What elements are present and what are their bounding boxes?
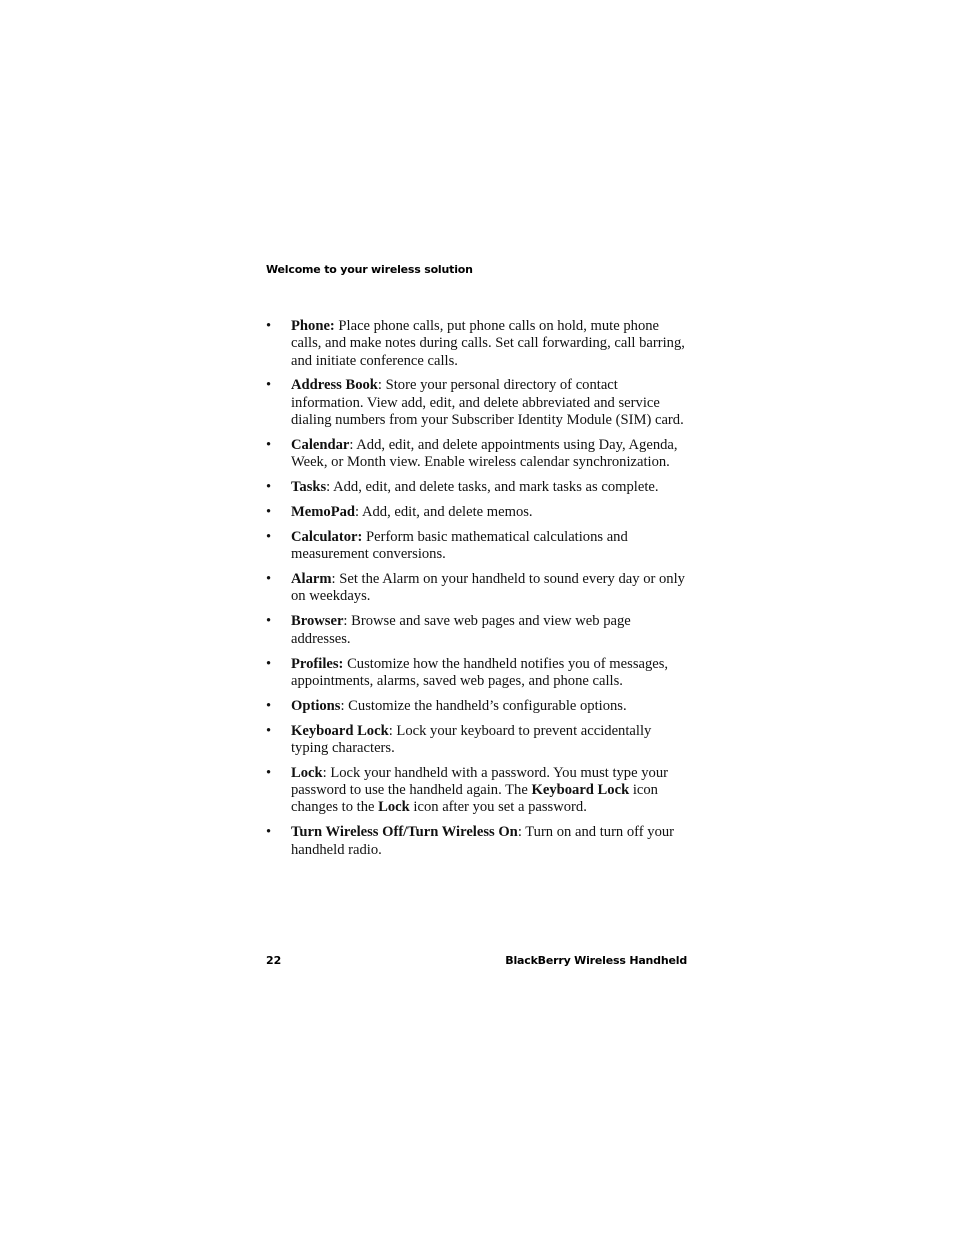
term-profiles: Profiles:: [291, 655, 344, 672]
description-memopad: : Add, edit, and delete memos.: [355, 504, 533, 521]
description-browser: : Browse and save web pages and view web page addresses.: [291, 613, 631, 647]
description-turn-wireless: : Turn on and turn off your handheld radio.: [291, 824, 675, 858]
bullet: •: [266, 824, 272, 841]
description-keyboard-lock: : Lock your keyboard to prevent accidentally typing characters.: [291, 722, 652, 756]
bullet: •: [266, 655, 272, 672]
description-tasks: : Add, edit, and delete tasks, and mark tasks as complete.: [326, 479, 659, 496]
footer-book-title: BlackBerry Wireless Handheld: [505, 954, 687, 967]
feature-list: [266, 318, 691, 866]
list-item-memopad: [266, 504, 691, 521]
list-item-alarm: [266, 571, 691, 606]
list-item-phone: [266, 318, 691, 370]
term-browser: Browser: [291, 613, 344, 630]
list-item-options: [266, 698, 691, 715]
bullet: •: [266, 697, 272, 714]
running-header: Welcome to your wireless solution: [266, 263, 473, 276]
term-keyboard-lock-inline: Keyboard Lock: [531, 782, 630, 799]
description-address-book: : Store your personal directory of contact information. View add, edit, and delete abbreviated and service dialing numbers from your Subscriber Identity Module (SIM) card.: [291, 377, 684, 429]
term-memopad: MemoPad: [291, 504, 356, 521]
list-item-lock: [266, 765, 691, 817]
bullet: •: [266, 377, 272, 394]
list-item-profiles: [266, 656, 691, 691]
term-calendar: Calendar: [291, 436, 350, 453]
term-tasks: Tasks: [291, 479, 327, 496]
description-calculator: Perform basic mathematical calculations and measurement conversions.: [291, 528, 628, 563]
term-keyboard-lock: Keyboard Lock: [291, 722, 389, 739]
bullet: •: [266, 722, 272, 739]
list-item-calendar: [266, 437, 691, 472]
term-options: Options: [291, 697, 341, 714]
term-lock-inline: Lock: [378, 799, 410, 816]
term-alarm: Alarm: [291, 571, 332, 588]
bullet: •: [266, 571, 272, 588]
description-lock-part-3: icon after you set a password.: [409, 799, 587, 816]
list-item-browser: [266, 613, 691, 648]
description-calendar: : Add, edit, and delete appointments using Day, Agenda, Week, or Month view. Enable wireless calendar synchronization.: [291, 436, 678, 471]
bullet: •: [266, 504, 272, 521]
term-address-book: Address Book: [291, 377, 378, 394]
term-calculator: Calculator:: [291, 528, 363, 545]
page-number: 22: [266, 954, 282, 967]
description-phone: Place phone calls, put phone calls on hold, mute phone calls, and make notes during calls. Set call forwarding, call barring, and initiate conference calls.: [291, 318, 685, 369]
term-phone: Phone:: [291, 318, 335, 334]
bullet: •: [266, 764, 272, 781]
list-item-calculator: [266, 529, 691, 564]
bullet: •: [266, 479, 272, 496]
description-alarm: : Set the Alarm on your handheld to sound every day or only on weekdays.: [291, 571, 685, 605]
bullet: •: [266, 613, 272, 630]
list-item-turn-wireless: [266, 824, 691, 859]
term-lock: Lock: [291, 764, 323, 781]
list-item-address-book: [266, 377, 691, 429]
bullet: •: [266, 528, 272, 545]
term-turn-wireless: Turn Wireless Off/Turn Wireless On: [291, 824, 518, 841]
description-lock-part-2: icon changes to the: [291, 782, 658, 816]
list-item-keyboard-lock: [266, 723, 691, 758]
description-profiles: Customize how the handheld notifies you of messages, appointments, alarms, saved web pages, and phone calls.: [291, 655, 669, 689]
list-item-tasks: [266, 479, 691, 496]
bullet: •: [266, 436, 272, 453]
bullet: •: [266, 318, 272, 334]
description-lock-part-1: : Lock your handheld with a password. You must type your password to use the handheld again. The: [291, 764, 668, 799]
description-options: : Customize the handheld’s configurable options.: [340, 697, 627, 714]
